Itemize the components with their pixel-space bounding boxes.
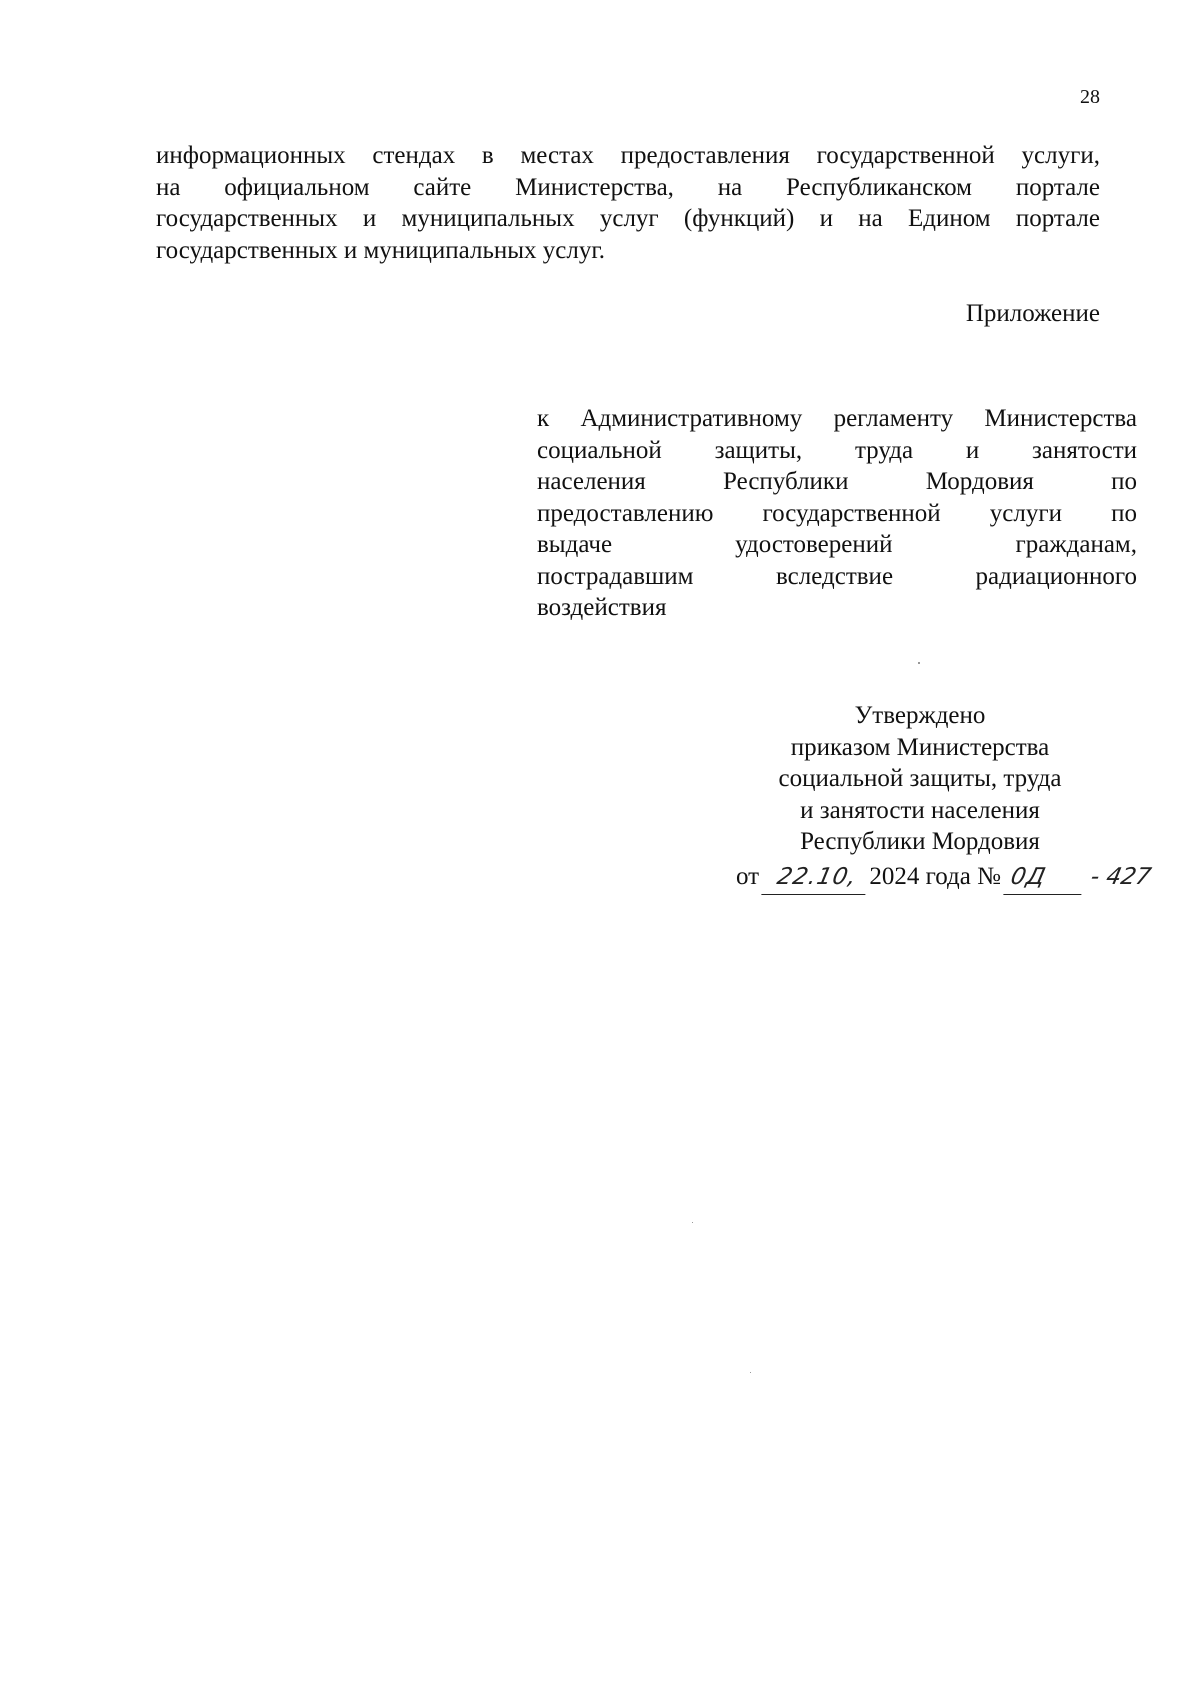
appendix-reference-line: пострадавшим вследствие радиационного [537,562,1137,590]
appendix-title: Приложение [965,300,1100,327]
appendix-reference-line: выдаче удостоверений гражданам, [537,531,1137,558]
approval-block [740,700,1100,858]
scan-speck [750,1372,751,1373]
appendix-reference-line: воздействия [537,594,667,621]
handwritten-order-number: 0Д [1003,860,1088,895]
approval-line: и занятости населения [800,796,1040,824]
approval-line: Республики Мордовия [800,828,1040,855]
appendix-reference [537,403,1137,624]
approval-date-line [736,860,1154,895]
appendix-reference-line: предоставлению государственной услуги по [537,499,1137,527]
body-paragraph [156,140,1100,266]
appendix-reference-line: к Административному регламенту Министерства [537,405,1137,432]
page-number: 28 [1080,86,1100,108]
year-text: 2024 года № [869,863,1001,890]
appendix-reference-line: населения Республики Мордовия по [537,468,1137,495]
body-line: государственных и муниципальных услуг. [156,236,606,264]
body-line: на официальном сайте Министерства, на Республиканском портале [156,173,1100,201]
approval-line: приказом Министерства [790,733,1050,761]
scan-speck [692,1222,693,1223]
handwritten-order-number-suffix: - 427 [1088,864,1154,890]
appendix-reference-line: социальной защиты, труда и занятости [537,436,1137,464]
scan-speck [918,662,920,664]
approval-line: Утверждено [854,702,986,729]
body-line: информационных стендах в местах предоставления государственной услуги, [156,142,1100,169]
approval-line: социальной защиты, труда [778,765,1062,792]
date-prefix: от [736,863,760,890]
handwritten-date: 22.10, [762,860,873,895]
body-line: государственных и муниципальных услуг (функций) и на Едином портале [156,205,1100,232]
